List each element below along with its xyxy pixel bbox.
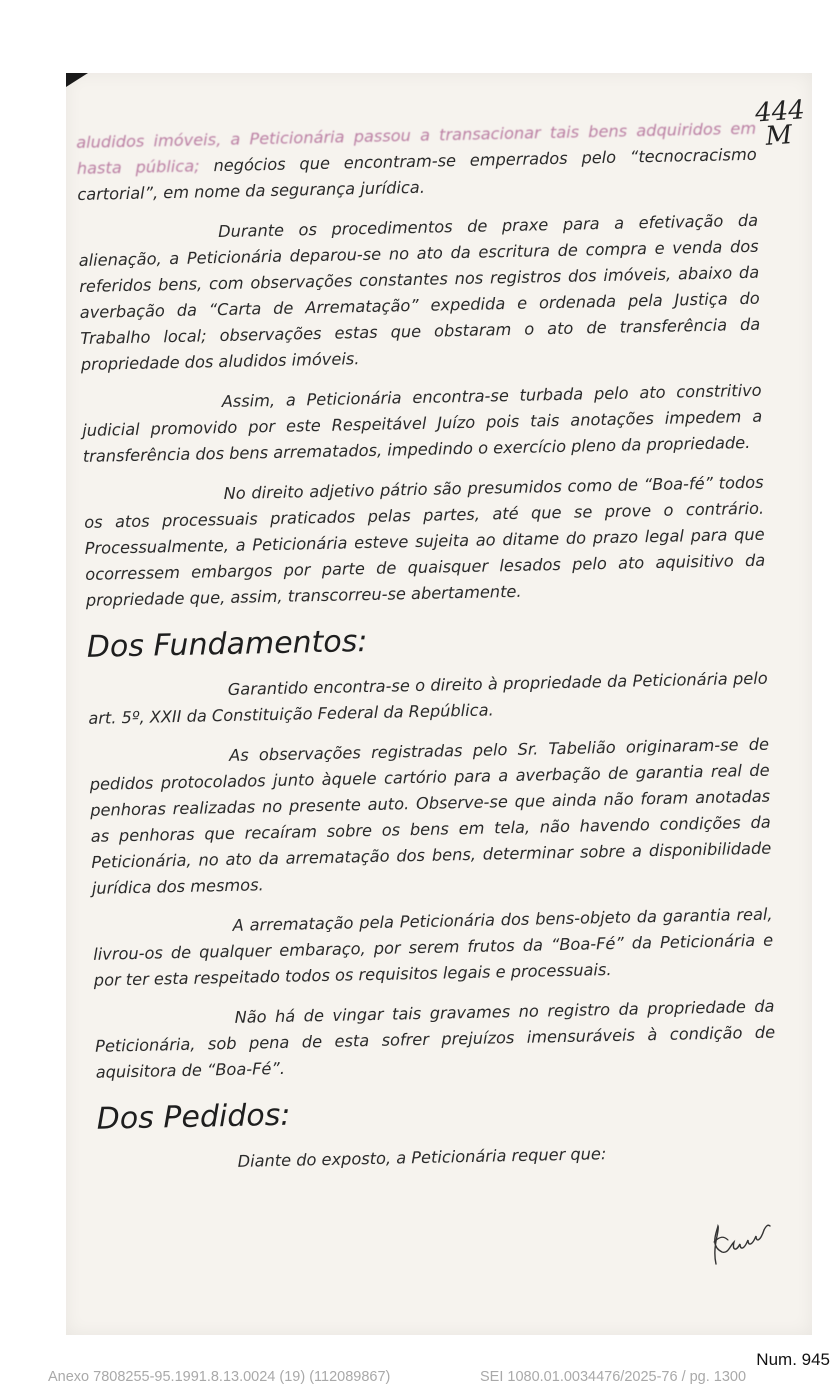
footer-right-reference: SEI 1080.01.0034476/2025-76 / pg. 1300 <box>480 1369 747 1385</box>
page-number-mark: M <box>764 120 794 152</box>
handwritten-page-number <box>754 95 806 152</box>
signature-scribble <box>706 1206 776 1270</box>
opening-text: negócios que encontram-se emperrados pelo “tecnocracismo cartorial”, em nome da segurança jurídica. <box>77 144 757 204</box>
footer-reference <box>48 1369 830 1385</box>
footer-left-reference: Anexo 7808255-95.1991.8.13.0024 (19) (112089867) <box>48 1369 391 1385</box>
footer-page-number: Num. 945 <box>756 1350 830 1369</box>
paragraph: Assim, a Peticionária encontra-se turbada pelo ato constritivo judicial promovido por este Respeitável Juízo pois tais anotações impedem a transferência dos bens arrematados, impedindo o exercício pleno da propriedade. <box>82 380 763 466</box>
corner-mark <box>66 73 88 87</box>
opening-paragraph <box>76 116 757 208</box>
paragraph: A arrematação pela Peticionária dos bens-objeto da garantia real, livrou-os de qualquer embaraço, por serem frutos da “Boa-Fé” da Peticionária e por ter esta respeitado todos os requisitos legais e processuais. <box>93 904 774 990</box>
paragraph: Não há de vingar tais gravames no registro da propriedade da Peticionária, sob pena de esta sofrer prejuízos imensuráveis à condição de aquisitora de “Boa-Fé”. <box>94 996 776 1082</box>
closing-line: Diante do exposto, a Peticionária requer que: <box>237 1144 607 1171</box>
paragraph: No direito adjetivo pátrio são presumidos como de “Boa-fé” todos os atos processuais praticados pelas partes, até que se prove o contrário. Processualmente, a Peticionária esteve sujeita ao ditame do prazo legal para que ocorressem embargos por parte de quaisquer lesados pelo ato aquisitivo da propriedade que, assim, transcorreu-se abertamente. <box>84 472 766 610</box>
paragraph: Durante os procedimentos de praxe para a efetivação da alienação, a Peticionária deparou-se no ato da escritura de compra e venda dos referidos bens, com observações constantes nos registros dos imóveis, abaixo da averbação da “Carta de Arrematação” expedida e ordenada pela Justiça do Trabalho local; observações estas que obstaram o ato de transferência da propriedade dos aludidos imóveis. <box>78 210 761 374</box>
blurred-highlighted-text: aludidos imóveis, a Peticionária passou a transacionar tais bens adquiridos em hasta pública; <box>76 118 757 178</box>
document-body <box>76 116 778 1192</box>
paragraph: As observações registradas pelo Sr. Tabelião originaram-se de pedidos protocolados junto àquele cartório para a averbação de garantia real de penhoras realizadas no presente auto. Observe-se que ainda não foram anotadas as penhoras que recaíram sobre os bens em tela, não havendo condições da Peticionária, no ato da arrematação dos bens, determinar sobre a disponibilidade jurídica dos mesmos. <box>89 734 772 898</box>
section-heading-fundamentos: Dos Fundamentos: <box>86 624 368 665</box>
paragraph: Garantido encontra-se o direito à propriedade da Peticionária pelo art. 5º, XXII da Constituição Federal da República. <box>88 668 768 728</box>
page-number-text: 444 <box>754 95 806 129</box>
section-heading-pedidos: Dos Pedidos: <box>96 1097 291 1137</box>
